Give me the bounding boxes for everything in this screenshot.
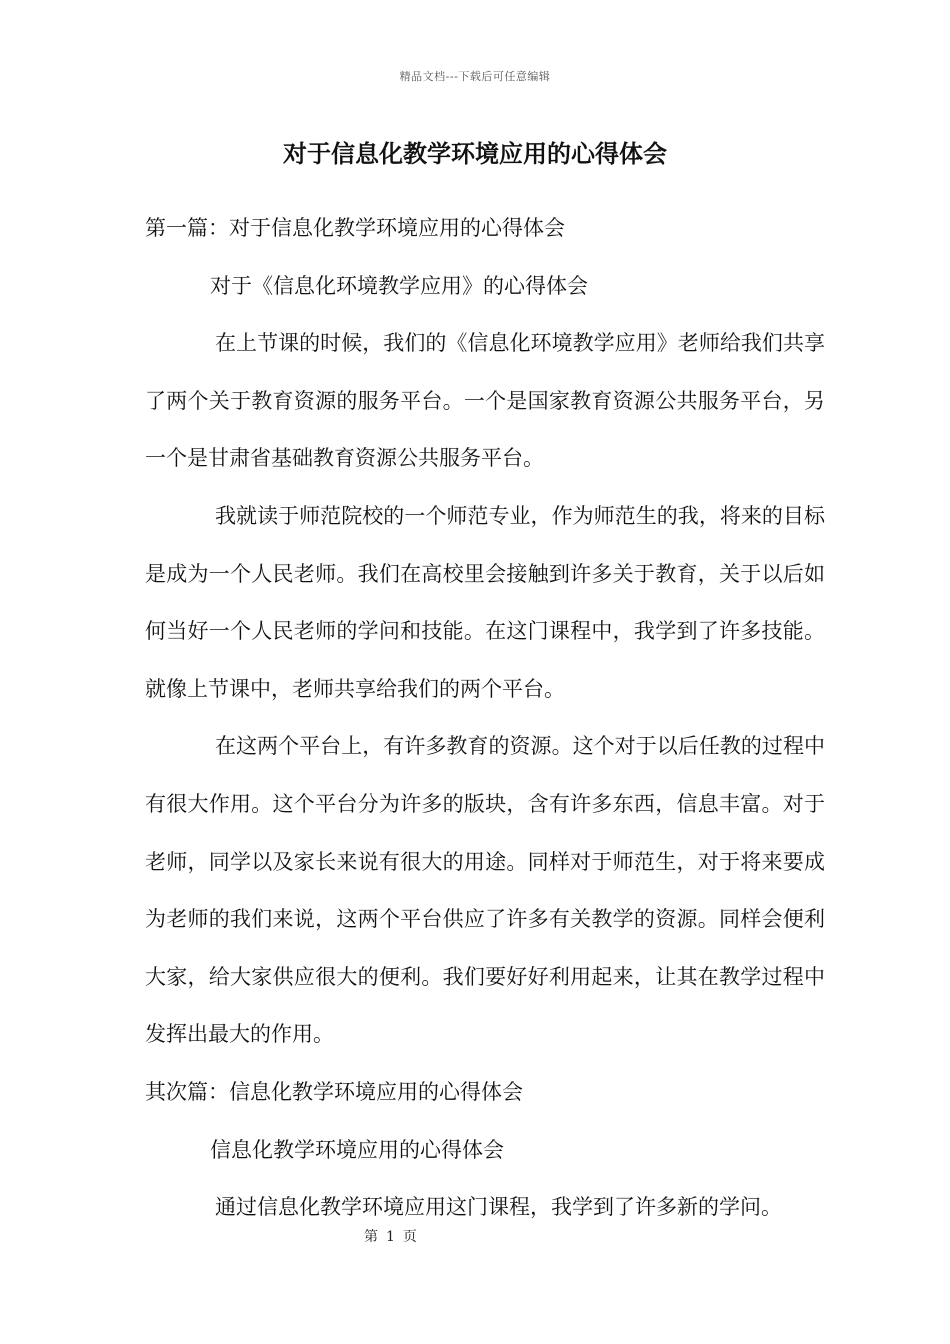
header-note: 精品文档---下载后可任意编辑: [399, 70, 551, 83]
section-subtitle-second: 信息化教学环境应用的心得体会: [210, 1137, 504, 1162]
footer-suffix: 页: [402, 1229, 417, 1245]
paragraph: 在这两个平台上，有许多教育的资源。这个对于以后任教的过程中有很大作用。这个平台分为许多的版块，含有许多东西，信息丰富。对于老师，同学以及家长来说有很大的用途。同样对于师范生，对于将来要成为老师的我们来说，这两个平台供应了许多有关教学的资源。同样会便利大家，给大家供应很大的便利。我们要好好利用起来，让其在教学过程中发挥出最大的作用。: [145, 734, 825, 1047]
document-title: 对于信息化教学环境应用的心得体会: [283, 139, 667, 168]
page-footer: [360, 1226, 421, 1246]
paragraph: 我就读于师范院校的一个师范专业，作为师范生的我，将来的目标是成为一个人民老师。我们在高校里会接触到许多关于教育，关于以后如何当好一个人民老师的学问和技能。在这门课程中，我学到了许多技能。就像上节课中，老师共享给我们的两个平台。: [145, 503, 825, 701]
section-heading-second: 其次篇：信息化教学环境应用的心得体会: [145, 1079, 523, 1104]
paragraph: 通过信息化教学环境应用这门课程，我学到了许多新的学问。: [215, 1195, 782, 1220]
section-heading-first: 第一篇：对于信息化教学环境应用的心得体会: [145, 216, 565, 240]
paragraph: 在上节课的时候，我们的《信息化环境教学应用》老师给我们共享了两个关于教育资源的服务平台。一个是国家教育资源公共服务平台，另一个是甘肃省基础教育资源公共服务平台。: [145, 331, 825, 471]
page-number: 1: [386, 1229, 395, 1245]
section-subtitle-first: 对于《信息化环境教学应用》的心得体会: [210, 273, 588, 298]
document-body: [145, 200, 825, 1237]
footer-prefix: 第: [364, 1229, 378, 1245]
